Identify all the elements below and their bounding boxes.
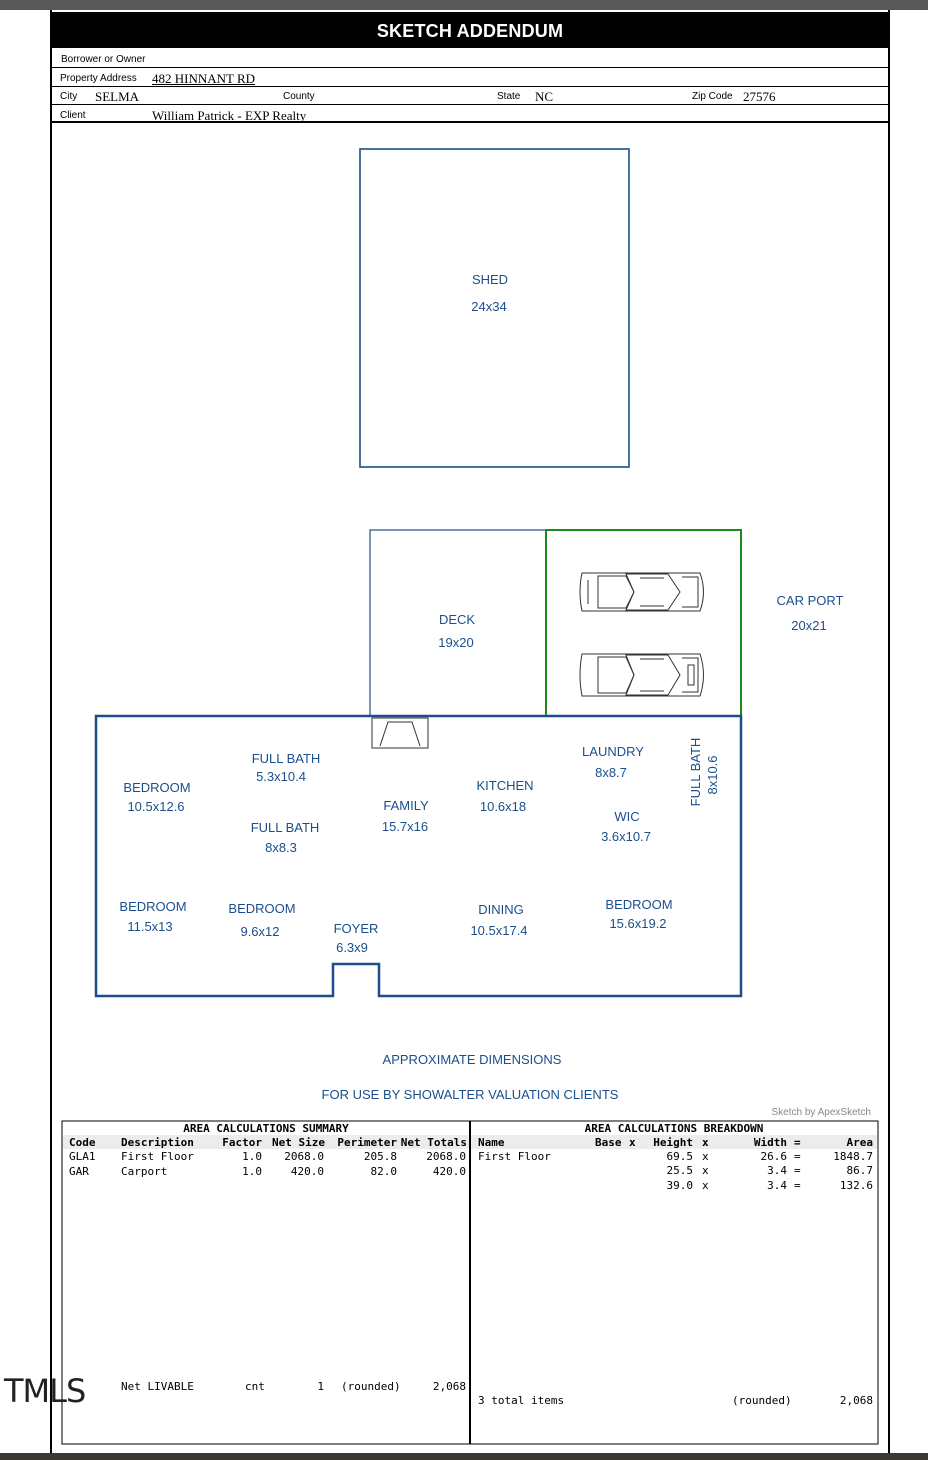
client-label: Client (60, 110, 86, 121)
summary-header-net-totals: Net Totals (400, 1136, 467, 1149)
summary-cell: 2068.0 (426, 1150, 466, 1163)
room-full-bath-dim: 8x8.3 (265, 840, 297, 855)
room-laundry-label: LAUNDRY (582, 744, 644, 759)
room-wic-dim: 3.6x10.7 (601, 829, 651, 844)
breakdown-header-base: Base (595, 1136, 622, 1149)
summary-cell: Carport (121, 1165, 168, 1178)
breakdown-header-x: x (702, 1136, 709, 1149)
room-full-bath-label: FULL BATH (251, 751, 321, 766)
breakdown-header-height: Height (653, 1136, 693, 1149)
city-value: SELMA (95, 89, 140, 104)
shed-label: SHED (471, 272, 509, 287)
room-bedroom-dim: 15.6x19.2 (609, 916, 667, 931)
breakdown-cell: 1848.7 (833, 1150, 873, 1163)
summary-header-code: Code (69, 1136, 96, 1149)
deck-label: DECK (438, 612, 476, 627)
summary-cell: First Floor (121, 1150, 194, 1163)
page-title: SKETCH ADDENDUM (52, 12, 888, 48)
summary-cell: 420.0 (432, 1165, 466, 1178)
summary-cell: 82.0 (370, 1165, 397, 1178)
net-livable-rounded: (rounded) (341, 1380, 401, 1393)
net-livable-label: Net LIVABLE (121, 1380, 194, 1393)
summary-cell: 1.0 (242, 1165, 262, 1178)
room-family-dim: 15.7x16 (381, 819, 429, 834)
breakdown-cell: 39.0 (666, 1179, 693, 1192)
room-bedroom-label: BEDROOM (228, 901, 296, 916)
breakdown-cell: 3.4 (767, 1164, 787, 1177)
carport-label: CAR PORT (776, 593, 844, 608)
approximate-dimensions-note: APPROXIMATE DIMENSIONS (382, 1052, 562, 1067)
tmls-watermark: TMLS (4, 1372, 86, 1410)
breakdown-cell: 3.4 (767, 1179, 787, 1192)
net-livable-cnt-label: cnt (245, 1380, 265, 1393)
summary-title: AREA CALCULATIONS SUMMARY (183, 1122, 349, 1135)
summary-header-perimeter: Perimeter (337, 1136, 397, 1149)
breakdown-total-items: 3 total items (478, 1394, 565, 1407)
summary-cell: 420.0 (290, 1165, 324, 1178)
net-livable-cnt: 1 (317, 1380, 324, 1393)
breakdown-header-equals: = (794, 1136, 801, 1149)
breakdown-header-name: Name (478, 1136, 505, 1149)
summary-cell: 2068.0 (284, 1150, 324, 1163)
room-bedroom-dim: 10.5x12.6 (127, 799, 185, 814)
breakdown-cell: x (702, 1179, 709, 1192)
room-wic-label: WIC (614, 809, 640, 824)
breakdown-cell: = (794, 1164, 801, 1177)
room-dining-dim: 10.5x17.4 (470, 923, 528, 938)
breakdown-header-width: Width (753, 1136, 787, 1149)
deck-dim: 19x20 (438, 635, 474, 650)
room-laundry-dim: 8x8.7 (595, 765, 627, 780)
usage-note: FOR USE BY SHOWALTER VALUATION CLIENTS (321, 1087, 619, 1102)
breakdown-cell: = (794, 1150, 801, 1163)
breakdown-title: AREA CALCULATIONS BREAKDOWN (584, 1122, 764, 1135)
room-kitchen-dim: 10.6x18 (479, 799, 527, 814)
room-full-bath-label: FULL BATH (250, 820, 320, 835)
sketch-credit: Sketch by ApexSketch (771, 1107, 871, 1118)
property-address-label: Property Address (60, 73, 137, 84)
state-value: NC (535, 89, 554, 104)
breakdown-cell: x (702, 1164, 709, 1177)
summary-cell: 1.0 (242, 1150, 262, 1163)
room-dining-label: DINING (478, 902, 524, 917)
breakdown-cell: 25.5 (666, 1164, 693, 1177)
car-icon (580, 654, 704, 696)
room-family-label: FAMILY (383, 798, 429, 813)
borrower-label: Borrower or Owner (61, 54, 146, 65)
breakdown-cell: 86.7 (846, 1164, 873, 1177)
breakdown-cell: 69.5 (666, 1150, 693, 1163)
zip-value: 27576 (743, 89, 776, 104)
room-full-bath-label: FULL BATH (688, 737, 703, 807)
breakdown-name: First Floor (478, 1150, 551, 1163)
shed-dim: 24x34 (471, 299, 507, 314)
summary-header-net-size: Net Size (272, 1136, 325, 1149)
car-icon (580, 573, 704, 611)
breakdown-cell: x (702, 1150, 709, 1163)
carport-outline (546, 530, 741, 716)
room-bedroom-dim: 9.6x12 (240, 924, 280, 939)
room-full-bath-dim: 5.3x10.4 (256, 769, 306, 784)
zip-label: Zip Code (692, 91, 733, 102)
room-kitchen-label: KITCHEN (476, 778, 534, 793)
summary-header-factor: Factor (222, 1136, 262, 1149)
room-bedroom-dim: 11.5x13 (127, 919, 173, 934)
breakdown-total: 2,068 (839, 1394, 873, 1407)
house-outline (96, 716, 741, 996)
room-bedroom-label: BEDROOM (119, 899, 187, 914)
county-label: County (283, 91, 315, 102)
breakdown-cell: 132.6 (839, 1179, 873, 1192)
state-label: State (497, 91, 521, 102)
net-livable-total: 2,068 (432, 1380, 466, 1393)
room-foyer-dim: 6.3x9 (336, 940, 368, 955)
breakdown-cell: 26.6 (760, 1150, 787, 1163)
room-bedroom-label: BEDROOM (605, 897, 673, 912)
client-value: William Patrick - EXP Realty (152, 108, 307, 123)
room-foyer-label: FOYER (333, 921, 379, 936)
summary-header-description: Description (121, 1136, 194, 1149)
room-full-bath-dim: 8x10.6 (705, 755, 720, 795)
carport-dim: 20x21 (791, 618, 827, 633)
city-label: City (60, 91, 78, 102)
breakdown-rounded: (rounded) (732, 1394, 792, 1407)
summary-cell: GAR (69, 1165, 89, 1178)
breakdown-cell: = (794, 1179, 801, 1192)
breakdown-header-x: x (629, 1136, 636, 1149)
property-address-value: 482 HINNANT RD (152, 71, 256, 86)
room-bedroom-label: BEDROOM (123, 780, 191, 795)
summary-cell: 205.8 (363, 1150, 397, 1163)
stairs-icon (372, 718, 428, 748)
breakdown-header-area: Area (846, 1136, 873, 1149)
summary-cell: GLA1 (69, 1150, 96, 1163)
